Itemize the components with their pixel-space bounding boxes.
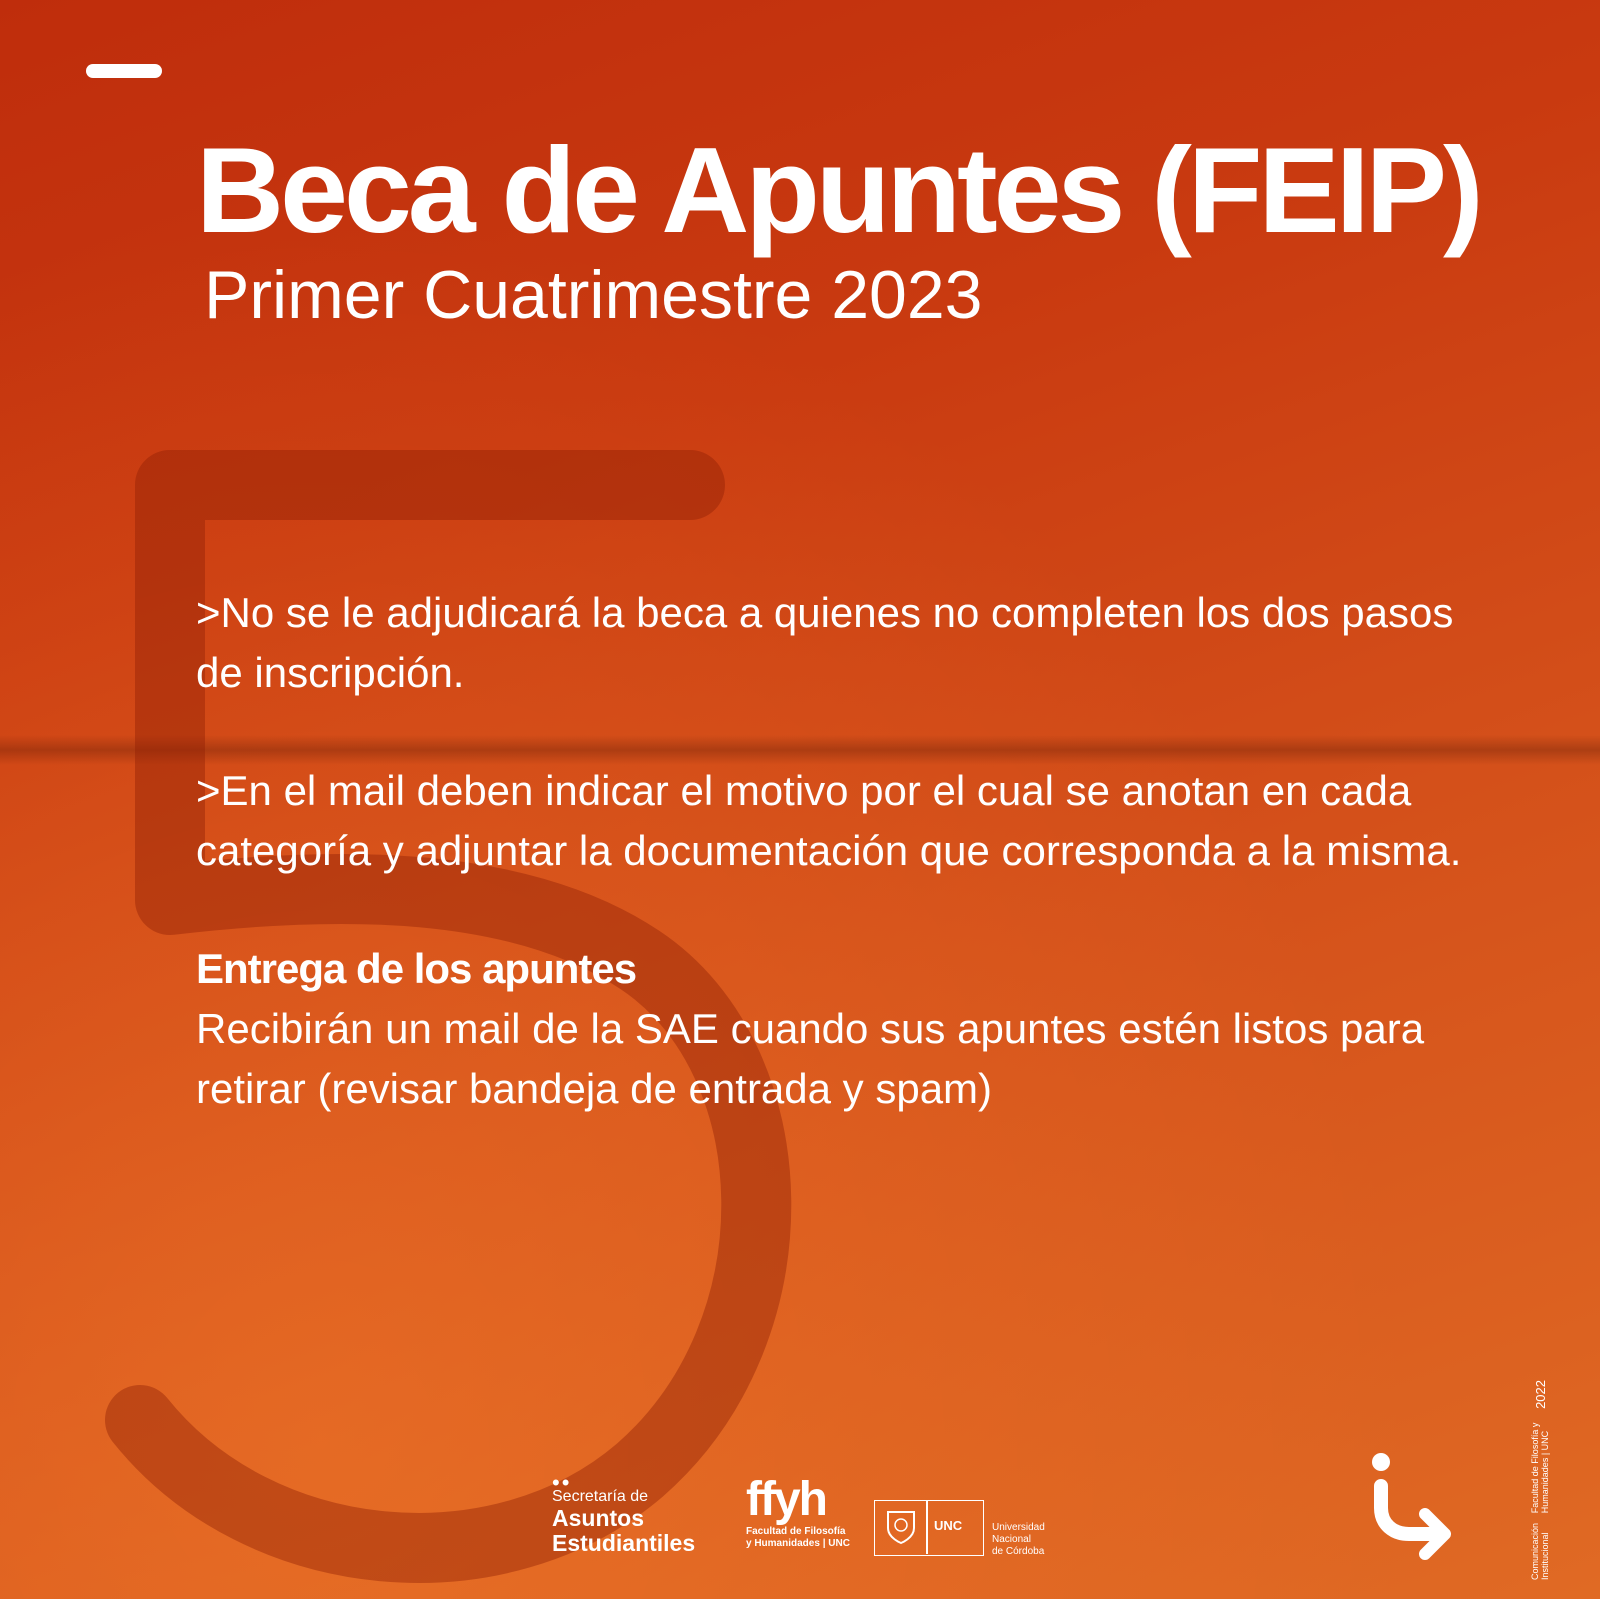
- page-title: Beca de Apuntes (FEIP): [196, 122, 1480, 258]
- sae-logo: [552, 1470, 696, 1556]
- vertical-credit: [1530, 1380, 1550, 1580]
- ffyh-logo: [746, 1474, 850, 1550]
- unc-logo-name-1: Universidad: [992, 1522, 1045, 1533]
- credit-line1: Comunicación Institucional: [1530, 1522, 1550, 1580]
- unc-logo-abbr: UNC: [934, 1518, 963, 1533]
- sae-dots-icon: ••: [552, 1470, 572, 1495]
- ffyh-logo-caption-2: y Humanidades | UNC: [746, 1538, 850, 1549]
- next-arrow-icon: [1365, 1450, 1455, 1560]
- unc-logo-name: [992, 1522, 1062, 1558]
- unc-logo: [874, 1500, 1054, 1556]
- ffyh-logo-mark: ffyh: [746, 1473, 826, 1526]
- unc-logo-name-2: Nacional: [992, 1534, 1031, 1545]
- ffyh-logo-caption-1: Facultad de Filosofía: [746, 1526, 846, 1537]
- unc-logo-divider: [926, 1500, 928, 1554]
- paragraph-requirement: >No se le adjudicará la beca a quienes no completen los dos pasos de inscripción.: [196, 589, 1454, 696]
- unc-shield-icon: [884, 1508, 918, 1546]
- sae-logo-line3: Estudiantiles: [552, 1530, 696, 1556]
- credit-year: 2022: [1532, 1380, 1548, 1409]
- unc-logo-name-3: de Córdoba: [992, 1546, 1045, 1557]
- sae-logo-line1: Secretaría de: [552, 1488, 649, 1505]
- section-text: Recibirán un mail de la SAE cuando sus apuntes estén listos para retirar (revisar bandeja de entrada y spam): [196, 1005, 1425, 1112]
- paragraph-mail-instructions: >En el mail deben indicar el motivo por el cual se anotan en cada categoría y adjuntar la documentación que corresponda a la misma.: [196, 767, 1462, 874]
- top-dash-mark: [86, 64, 162, 78]
- page-subtitle: Primer Cuatrimestre 2023: [204, 257, 983, 333]
- credit-line2: Facultad de Filosofía y Humanidades | UNC: [1530, 1422, 1550, 1514]
- sae-logo-line2: Asuntos: [552, 1505, 644, 1531]
- main-content: [196, 583, 1486, 1119]
- section-heading: Entrega de los apuntes: [196, 945, 637, 992]
